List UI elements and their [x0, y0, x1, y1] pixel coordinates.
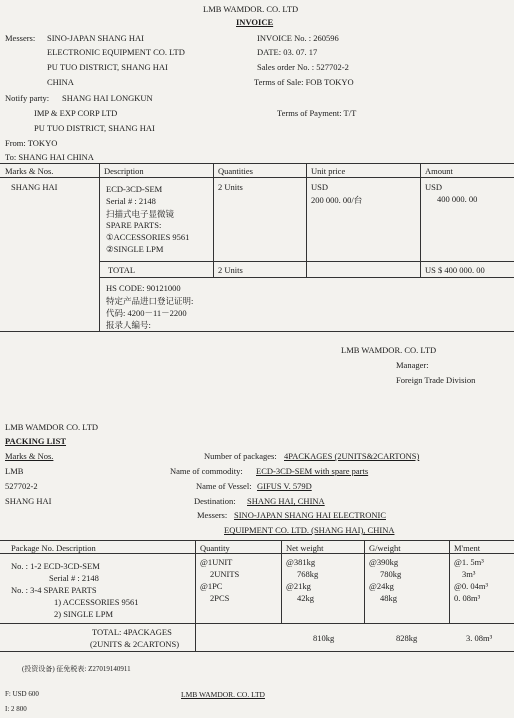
packing-mark: LMB [5, 466, 24, 476]
packing-desc-line: 2) SINGLE LPM [54, 609, 114, 619]
sales-order: Sales order No. : 527702-2 [257, 62, 349, 72]
terms-of-payment: Terms of Payment: T/T [277, 108, 357, 118]
footer-company: LMB WAMDOR. CO. LTD [181, 690, 265, 699]
invoice-number: INVOICE No. : 260596 [257, 33, 339, 43]
row-marks: SHANG HAI [11, 182, 58, 192]
packing-header-quantity: Quantity [200, 543, 230, 553]
packages-label: Number of packages: [204, 451, 277, 461]
meas-line: 3m³ [462, 569, 476, 579]
f-value: F: USD 600 [5, 690, 39, 698]
to-port: To: SHANG HAI CHINA [5, 152, 94, 162]
packing-desc-line: 1) ACCESSORIES 9561 [54, 597, 139, 607]
invoice-company: LMB WAMDOR. CO. LTD [203, 4, 299, 14]
signature-company: LMB WAMDOR. CO. LTD [341, 345, 437, 355]
gross-line: @24kg [369, 581, 394, 591]
notify-line: PU TUO DISTRICT, SHANG HAI [34, 123, 155, 133]
signature-division: Foreign Trade Division [396, 375, 476, 385]
desc-line: ①ACCESSORIES 9561 [106, 232, 190, 242]
packing-desc-line: No. : 1-2 ECD-3CD-SEM [11, 561, 100, 571]
messers-label: Messers: [5, 33, 36, 43]
amount-value: 400 000. 00 [437, 194, 478, 204]
header-quantities: Quantities [218, 166, 253, 176]
total-amount: US $ 400 000. 00 [425, 265, 485, 275]
destination-label: Destination: [194, 496, 236, 506]
packing-total-net: 810kg [313, 633, 335, 643]
packing-header-net: Net weight [286, 543, 324, 553]
packing-total-line: (2UNITS & 2CARTONS) [90, 639, 180, 649]
packing-desc-line: Serial # : 2148 [49, 573, 99, 583]
packing-messers-line1: SINO-JAPAN SHANG HAI ELECTRONIC [234, 510, 386, 520]
desc-line: ECD-3CD-SEM [106, 184, 163, 194]
invoice-date: DATE: 03. 07. 17 [257, 47, 318, 57]
packing-mark: 527702-2 [5, 481, 38, 491]
net-line: @21kg [286, 581, 311, 591]
qty-line: 2UNITS [210, 569, 240, 579]
tax-note: (投资设备) 征免税表: Z27019140911 [22, 665, 131, 673]
packing-messers-line2: EQUIPMENT CO. LTD. (SHANG HAI), CHINA [224, 525, 395, 535]
packing-marks-label: Marks & Nos. [5, 451, 54, 461]
meas-line: 0. 08m³ [454, 593, 481, 603]
unit-price-currency: USD [311, 182, 329, 192]
packing-header-package: Package No. Description [11, 543, 96, 553]
terms-of-sale: Terms of Sale: FOB TOKYO [254, 77, 354, 87]
packing-header-gross: G/weight [369, 543, 401, 553]
from-port: From: TOKYO [5, 138, 58, 148]
note-line: 代码: 4200－11－2200 [106, 308, 187, 318]
row-quantity: 2 Units [218, 182, 243, 192]
notify-label: Notify party: [5, 93, 50, 103]
header-marks: Marks & Nos. [5, 166, 54, 176]
packing-desc-line: No. : 3-4 SPARE PARTS [11, 585, 97, 595]
packing-header-measurement: M'ment [454, 543, 481, 553]
packing-total-gross: 828kg [396, 633, 418, 643]
packing-company: LMB WAMDOR CO. LTD [5, 422, 99, 432]
qty-line: @1PC [200, 581, 223, 591]
amount-currency: USD [425, 182, 443, 192]
vessel-value: GIFUS V. 579D [257, 481, 312, 491]
header-description: Description [104, 166, 144, 176]
net-line: @381kg [286, 557, 316, 567]
vessel-label: Name of Vessel: [196, 481, 252, 491]
messers-line: PU TUO DISTRICT, SHANG HAI [47, 62, 168, 72]
packing-title: PACKING LIST [5, 436, 67, 446]
total-label: TOTAL [108, 265, 136, 275]
destination-value: SHANG HAI, CHINA [247, 496, 325, 506]
notify-line: SHANG HAI LONGKUN [62, 93, 153, 103]
note-line: 特定产品进口登记证明: [106, 296, 194, 306]
net-line: 42kg [297, 593, 314, 603]
packing-total-meas: 3. 08m³ [466, 633, 493, 643]
packing-messers-label: Messers: [197, 510, 228, 520]
header-unit-price: Unit price [311, 166, 346, 176]
total-quantity: 2 Units [218, 265, 243, 275]
desc-line: Serial # : 2148 [106, 196, 156, 206]
invoice-title: INVOICE [236, 17, 274, 27]
messers-line: CHINA [47, 77, 74, 87]
messers-line: ELECTRONIC EQUIPMENT CO. LTD [47, 47, 185, 57]
commodity-value: ECD-3CD-SEM with spare parts [256, 466, 369, 476]
signature-role: Manager: [396, 360, 429, 370]
notify-line: IMP & EXP CORP LTD [34, 108, 118, 118]
meas-line: @0. 04m³ [454, 581, 488, 591]
header-amount: Amount [425, 166, 453, 176]
net-line: 768kg [297, 569, 319, 579]
packing-mark: SHANG HAI [5, 496, 52, 506]
desc-line: SPARE PARTS: [106, 220, 162, 230]
desc-line: 扫描式电子显微镜 [106, 209, 175, 219]
messers-line: SINO-JAPAN SHANG HAI [47, 33, 144, 43]
unit-price-value: 200 000. 00/台 [311, 195, 363, 205]
gross-line: 780kg [380, 569, 402, 579]
desc-line: ②SINGLE LPM [106, 244, 164, 254]
gross-line: 48kg [380, 593, 397, 603]
gross-line: @390kg [369, 557, 399, 567]
commodity-label: Name of commodity: [170, 466, 243, 476]
packing-total-line: TOTAL: 4PACKAGES [92, 627, 172, 637]
note-line: 报录人编号: [106, 320, 151, 330]
note-line: HS CODE: 90121000 [106, 283, 181, 293]
meas-line: @1. 5m³ [454, 557, 484, 567]
i-value: I: 2 800 [5, 705, 27, 713]
qty-line: @1UNIT [200, 557, 233, 567]
qty-line: 2PCS [210, 593, 230, 603]
packages-value: 4PACKAGES (2UNITS&2CARTONS) [284, 451, 420, 461]
